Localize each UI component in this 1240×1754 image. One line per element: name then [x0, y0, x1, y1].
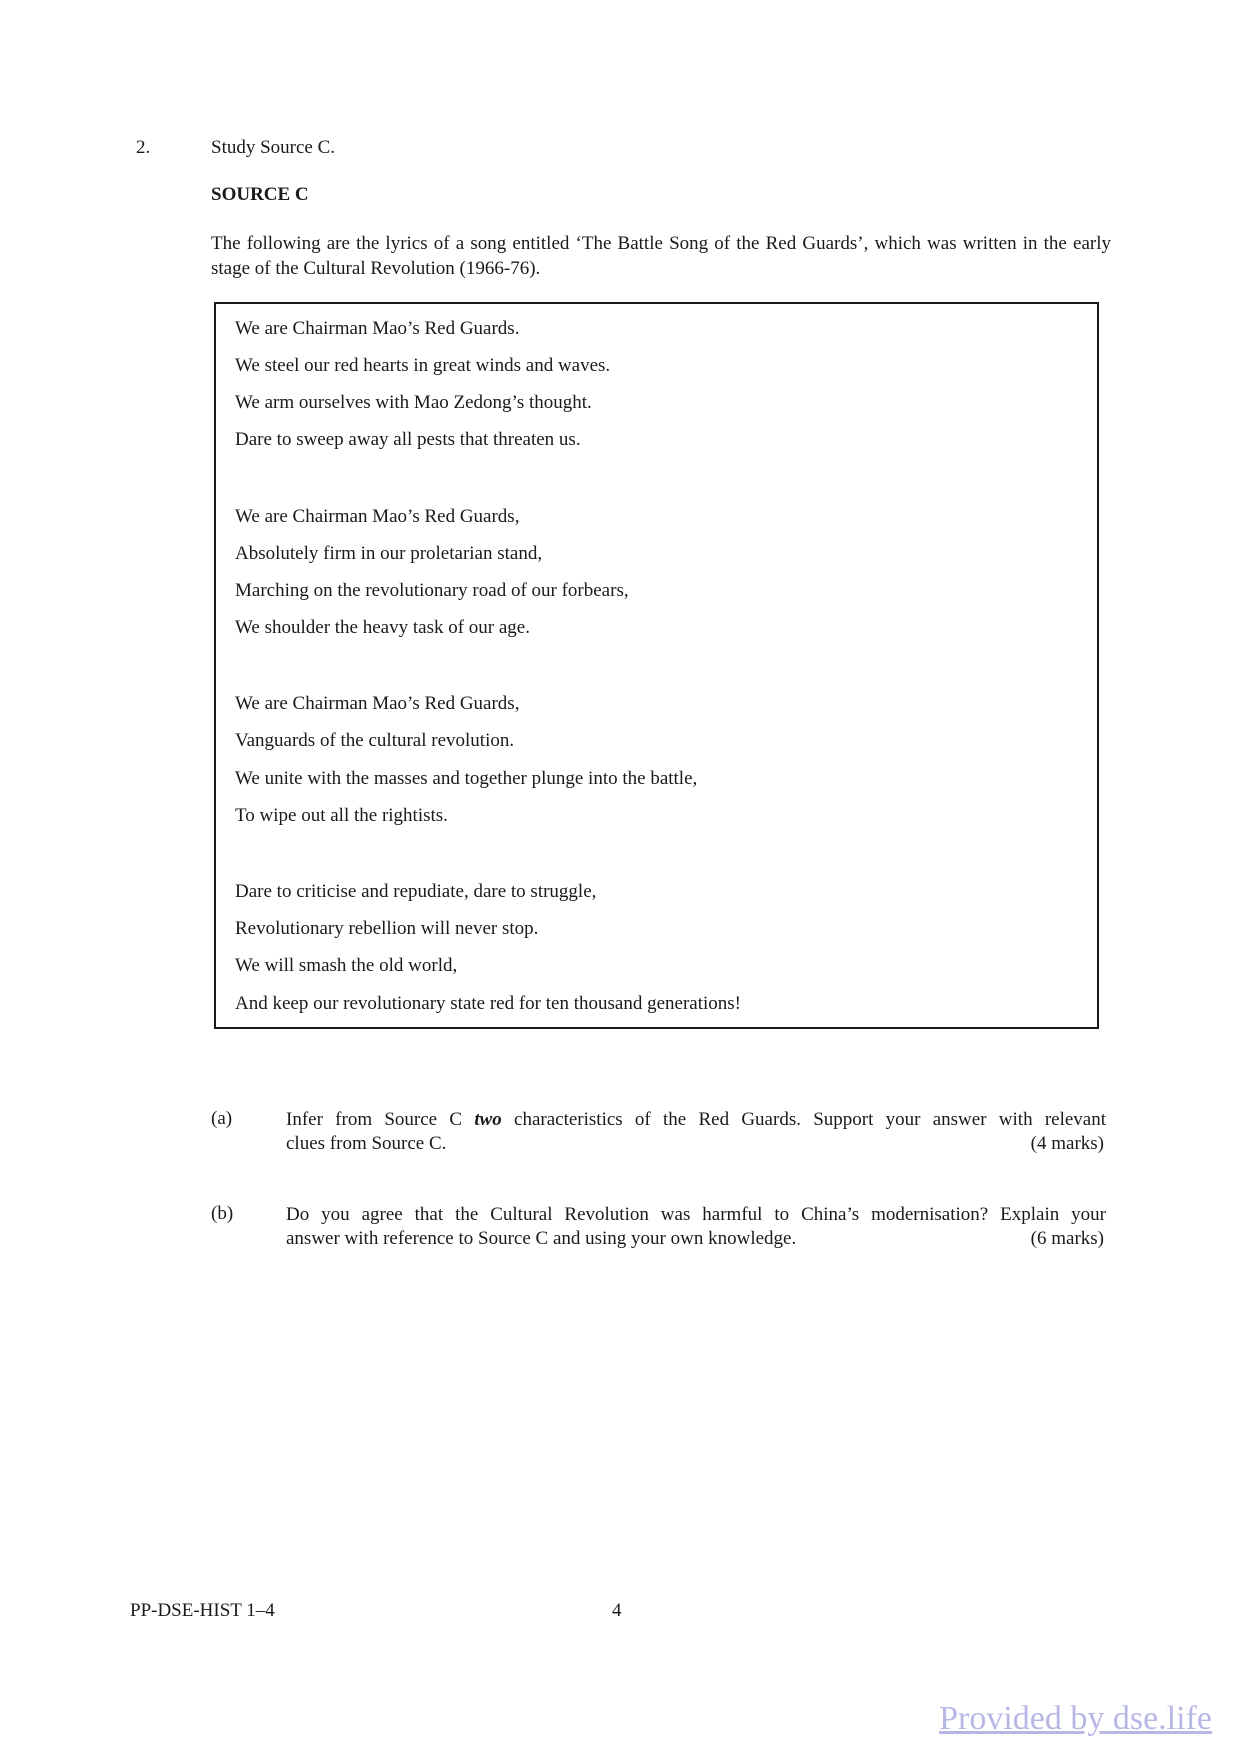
- sub-question-b-line1: Do you agree that the Cultural Revolution was harmful to China’s modernisation? Explain your: [286, 1204, 1106, 1225]
- source-heading: SOURCE C: [211, 184, 309, 205]
- question-number: 2.: [136, 137, 151, 158]
- lyric-line: We shoulder the heavy task of our age.: [235, 617, 530, 638]
- lyric-line: Marching on the revolutionary road of our forbears,: [235, 580, 629, 601]
- lyric-line: Vanguards of the cultural revolution.: [235, 730, 515, 751]
- sub-question-a-line1: Infer from Source C two characteristics of the Red Guards. Support your answer with relevant: [286, 1109, 1107, 1130]
- lyric-line: Dare to criticise and repudiate, dare to struggle,: [235, 881, 597, 902]
- marks-b: (6 marks): [1030, 1228, 1104, 1249]
- lyric-line: Dare to sweep away all pests that threaten us.: [235, 429, 581, 450]
- sub-question-a-text: [286, 1108, 1106, 1156]
- sub-question-b-line2: answer with reference to Source C and using your own knowledge. (6 marks): [286, 1228, 1104, 1249]
- lyric-line: We unite with the masses and together plunge into the battle,: [235, 768, 698, 789]
- lyric-line: We steel our red hearts in great winds and waves.: [235, 355, 611, 376]
- lyric-line: We will smash the old world,: [235, 955, 458, 976]
- lyric-line: We arm ourselves with Mao Zedong’s thought.: [235, 392, 592, 413]
- lyric-line: To wipe out all the rightists.: [235, 805, 448, 826]
- question-instruction: Study Source C.: [211, 137, 336, 158]
- emphasis-two: two: [474, 1109, 502, 1130]
- watermark-link[interactable]: Provided by dse.life: [939, 1700, 1212, 1737]
- sub-question-b-text: [286, 1203, 1106, 1251]
- lyric-line: We are Chairman Mao’s Red Guards.: [235, 318, 520, 339]
- page-number: 4: [612, 1600, 622, 1621]
- marks-a: (4 marks): [1030, 1133, 1104, 1154]
- lyric-line: Revolutionary rebellion will never stop.: [235, 918, 539, 939]
- lyric-line: We are Chairman Mao’s Red Guards,: [235, 506, 520, 527]
- lyrics-box: [214, 302, 1099, 1029]
- sub-question-a-line2: clues from Source C. (4 marks): [286, 1133, 1104, 1154]
- lyric-line: Absolutely firm in our proletarian stand,: [235, 543, 543, 564]
- lyric-line: And keep our revolutionary state red for ten thousand generations!: [235, 993, 741, 1014]
- sub-question-a-label: (a): [211, 1108, 233, 1129]
- sub-question-b-label: (b): [211, 1203, 234, 1224]
- source-intro: The following are the lyrics of a song entitled ‘The Battle Song of the Red Guards’, which was written in the early stage of the Cultural Revolution (1966-76).: [211, 233, 1111, 279]
- lyric-line: We are Chairman Mao’s Red Guards,: [235, 693, 520, 714]
- paper-code: PP-DSE-HIST 1–4: [130, 1600, 275, 1621]
